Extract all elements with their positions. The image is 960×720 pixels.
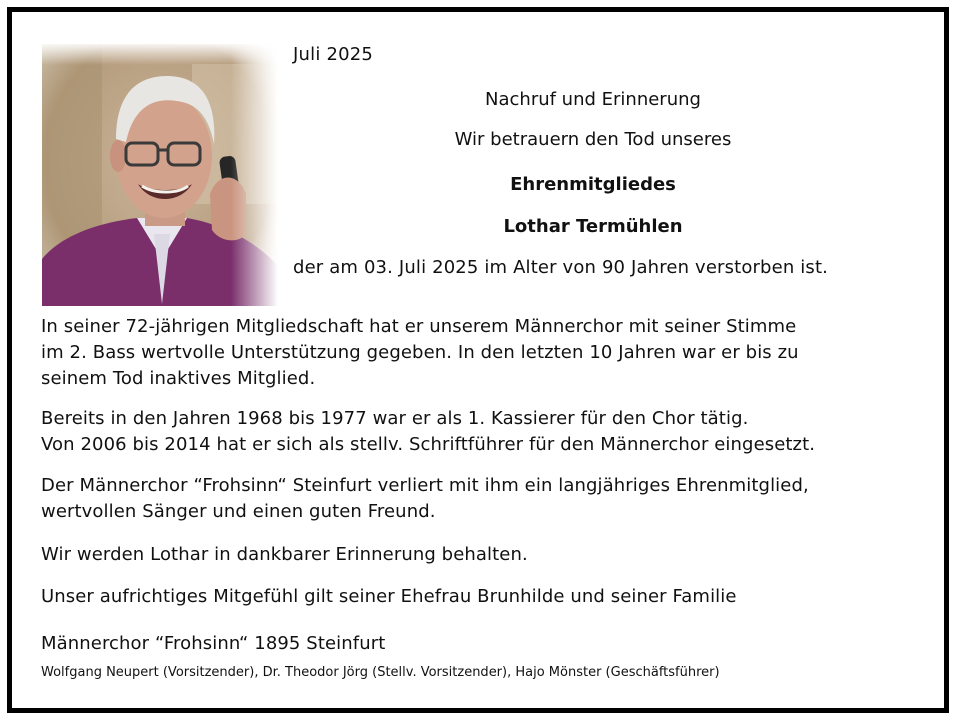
notice-date: Juli 2025 [293,44,374,65]
paragraph-line: im 2. Bass wertvolle Unterstützung gegeben. In den letzten 10 Jahren war er bis zu [41,342,799,363]
paragraph-line: Der Männerchor “Frohsinn“ Steinfurt verliert mit ihm ein langjähriges Ehrenmitglied, [41,475,809,496]
condolence-line: Unser aufrichtiges Mitgefühl gilt seiner Ehefrau Brunhilde und seiner Familie [41,586,737,607]
paragraph-line: wertvollen Sänger und einen guten Freund. [41,501,436,522]
obituary-notice [7,7,949,713]
roles-paragraph [41,406,921,458]
deceased-name: Lothar Termühlen [503,216,683,237]
honor-title: Ehrenmitgliedes [510,174,676,195]
notice-intro: Wir betrauern den Tod unseres [454,129,732,150]
loss-paragraph [41,473,921,525]
notice-heading: Nachruf und Erinnerung [485,89,701,110]
paragraph-line: seinem Tod inaktives Mitglied. [41,368,316,389]
paragraph-line: Bereits in den Jahren 1968 bis 1977 war er als 1. Kassierer für den Chor tätig. [41,408,749,429]
portrait-photo [42,44,278,306]
paragraph-line: In seiner 72-jährigen Mitgliedschaft hat er unserem Männerchor mit seiner Stimme [41,316,797,337]
remembrance-line: Wir werden Lothar in dankbarer Erinnerung behalten. [41,544,528,565]
membership-paragraph [41,314,921,392]
board-members: Wolfgang Neupert (Vorsitzender), Dr. Theodor Jörg (Stellv. Vorsitzender), Hajo Mönster (Geschäftsführer) [41,665,720,680]
paragraph-line: Von 2006 bis 2014 hat er sich als stellv. Schriftführer für den Männerchor eingesetzt. [41,434,816,455]
death-date-line: der am 03. Juli 2025 im Alter von 90 Jahren verstorben ist. [293,257,829,278]
choir-signature: Männerchor “Frohsinn“ 1895 Steinfurt [41,633,386,654]
